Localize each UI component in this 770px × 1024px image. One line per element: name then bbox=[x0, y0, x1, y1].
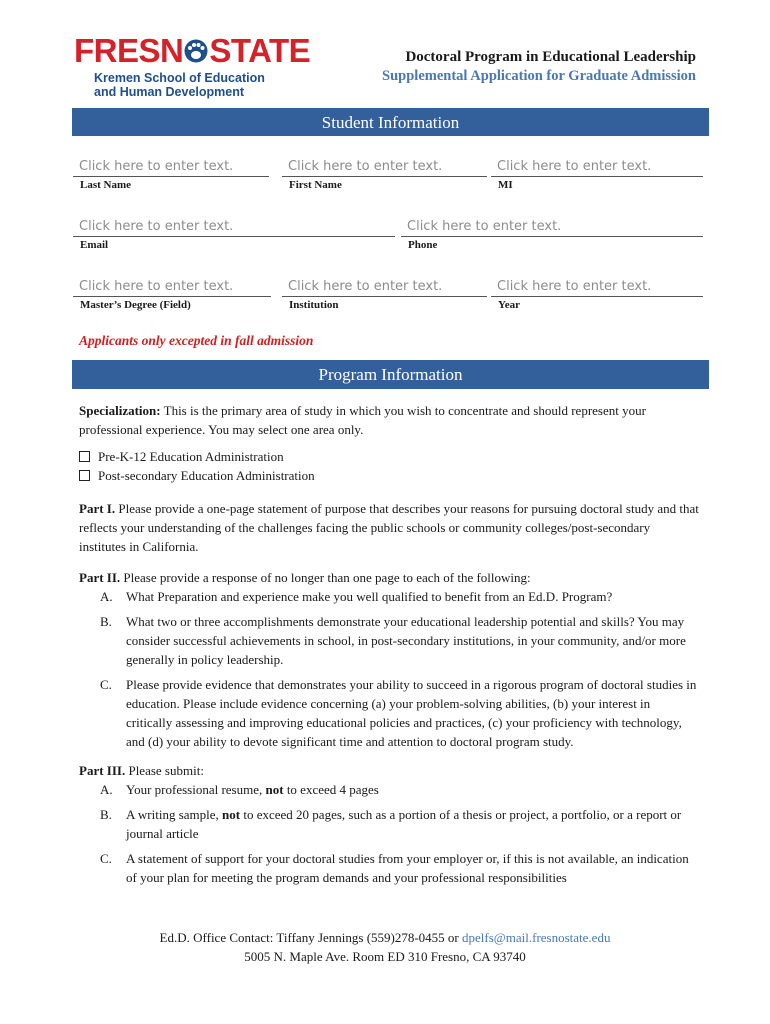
first-name-input[interactable]: Click here to enter text. bbox=[282, 158, 487, 177]
last-name-label: Last Name bbox=[80, 179, 132, 191]
list-marker: B. bbox=[100, 614, 112, 629]
document-header bbox=[382, 48, 696, 86]
list-item-text: A writing sample, not to exceed 20 pages, such as a portion of a thesis or project, a portfolio, or a report or journal article bbox=[126, 807, 682, 841]
logo-word-right: STATE bbox=[209, 32, 311, 69]
checkbox-icon[interactable] bbox=[79, 451, 90, 462]
list-item bbox=[79, 805, 699, 843]
part1-label: Part I. bbox=[79, 501, 116, 516]
list-item-text: A statement of support for your doctoral studies from your employer or, if this is not available, an indication of your plan for meeting the program demands and your professional responsibilities bbox=[126, 851, 689, 885]
footer-email-link[interactable]: dpelfs@mail.fresnostate.edu bbox=[462, 930, 611, 945]
first-name-label: First Name bbox=[289, 179, 342, 191]
logo-wordmark bbox=[74, 32, 311, 69]
option-postsecondary-label: Post-secondary Education Administration bbox=[98, 468, 315, 483]
specialization-paragraph bbox=[79, 401, 699, 439]
part1-text: Please provide a one-page statement of purpose that describes your reasons for pursuing doctoral study and that reflects your understanding of the challenges facing the public schools or community colleges/post-secondary institutes in California. bbox=[79, 501, 699, 554]
part3-text: Please submit: bbox=[125, 763, 204, 778]
last-name-field bbox=[73, 158, 269, 191]
middle-initial-field bbox=[491, 158, 703, 191]
phone-field bbox=[401, 218, 703, 251]
list-item-text: What two or three accomplishments demonstrate your educational leadership potential and skills? You may consider successful achievements in school, in post-secondary institutions, in your community, and/or more generally in policy leadership. bbox=[126, 614, 686, 667]
option-prek12[interactable] bbox=[79, 447, 699, 466]
list-marker: C. bbox=[100, 851, 112, 866]
masters-degree-input[interactable]: Click here to enter text. bbox=[73, 278, 271, 297]
list-marker: A. bbox=[100, 589, 113, 604]
part3-label: Part III. bbox=[79, 763, 126, 778]
program-information-header: Program Information bbox=[72, 360, 709, 389]
masters-degree-field bbox=[73, 278, 271, 311]
footer-contact bbox=[0, 928, 770, 947]
phone-input[interactable]: Click here to enter text. bbox=[401, 218, 703, 237]
list-item-text: Please provide evidence that demonstrates your ability to succeed in a rigorous program of doctoral studies in education. Please include evidence concerning (a) your problem-solving abilities, (b) your interest in critically assessing and improving educational policies and practices, (c) your proficiency with technology, and (d) your ability to devote significant time and attention to doctoral program study. bbox=[126, 677, 697, 749]
logo-word-left: FRESN bbox=[74, 32, 184, 69]
list-item bbox=[79, 675, 699, 751]
admission-note: Applicants only excepted in fall admission bbox=[79, 333, 314, 348]
footer bbox=[0, 928, 770, 966]
list-item bbox=[79, 612, 699, 669]
list-item bbox=[79, 849, 699, 887]
institution-input[interactable]: Click here to enter text. bbox=[282, 278, 487, 297]
phone-label: Phone bbox=[408, 239, 438, 251]
fresno-state-logo bbox=[74, 32, 311, 99]
masters-degree-label: Master’s Degree (Field) bbox=[80, 299, 191, 311]
part3-paragraph bbox=[79, 761, 699, 780]
option-postsecondary[interactable] bbox=[79, 466, 699, 485]
list-marker: B. bbox=[100, 807, 112, 822]
logo-sub-line2: and Human Development bbox=[94, 85, 245, 99]
footer-contact-text: Ed.D. Office Contact: Tiffany Jennings (559)278-0455 or bbox=[159, 930, 463, 945]
document-subtitle: Supplemental Application for Graduate Admission bbox=[382, 68, 696, 84]
part2-list bbox=[79, 587, 699, 751]
part3-list bbox=[79, 780, 699, 887]
student-information-header: Student Information bbox=[72, 108, 709, 136]
email-field bbox=[73, 218, 395, 251]
email-label: Email bbox=[80, 239, 109, 251]
first-name-field bbox=[282, 158, 487, 191]
list-item-text: What Preparation and experience make you well qualified to benefit from an Ed.D. Program? bbox=[126, 589, 613, 604]
institution-label: Institution bbox=[289, 299, 339, 311]
checkbox-icon[interactable] bbox=[79, 470, 90, 481]
year-input[interactable]: Click here to enter text. bbox=[491, 278, 703, 297]
institution-field bbox=[282, 278, 487, 311]
logo-subtitle bbox=[94, 71, 284, 99]
list-item bbox=[79, 780, 699, 799]
year-label: Year bbox=[498, 299, 520, 311]
part1-paragraph bbox=[79, 499, 699, 556]
part2-label: Part II. bbox=[79, 570, 121, 585]
specialization-label: Specialization: bbox=[79, 403, 161, 418]
last-name-input[interactable]: Click here to enter text. bbox=[73, 158, 269, 177]
list-marker: A. bbox=[100, 782, 113, 797]
middle-initial-input[interactable]: Click here to enter text. bbox=[491, 158, 703, 177]
part2-text: Please provide a response of no longer than one page to each of the following: bbox=[120, 570, 531, 585]
program-information-body bbox=[79, 401, 699, 893]
list-item-text: Your professional resume, not to exceed 4 pages bbox=[126, 782, 379, 797]
option-prek12-label: Pre-K-12 Education Administration bbox=[98, 449, 284, 464]
list-item bbox=[79, 587, 699, 606]
bulldog-paw-icon bbox=[183, 36, 209, 64]
part2-paragraph bbox=[79, 568, 699, 587]
list-marker: C. bbox=[100, 677, 112, 692]
email-input[interactable]: Click here to enter text. bbox=[73, 218, 395, 237]
logo-sub-line1: Kremen School of Education bbox=[94, 71, 265, 85]
middle-initial-label: MI bbox=[498, 179, 513, 191]
document-title: Doctoral Program in Educational Leadership bbox=[405, 49, 696, 65]
year-field bbox=[491, 278, 703, 311]
footer-address: 5005 N. Maple Ave. Room ED 310 Fresno, CA 93740 bbox=[244, 949, 526, 964]
specialization-text: This is the primary area of study in which you wish to concentrate and should represent your professional experience. You may select one area only. bbox=[79, 403, 646, 437]
